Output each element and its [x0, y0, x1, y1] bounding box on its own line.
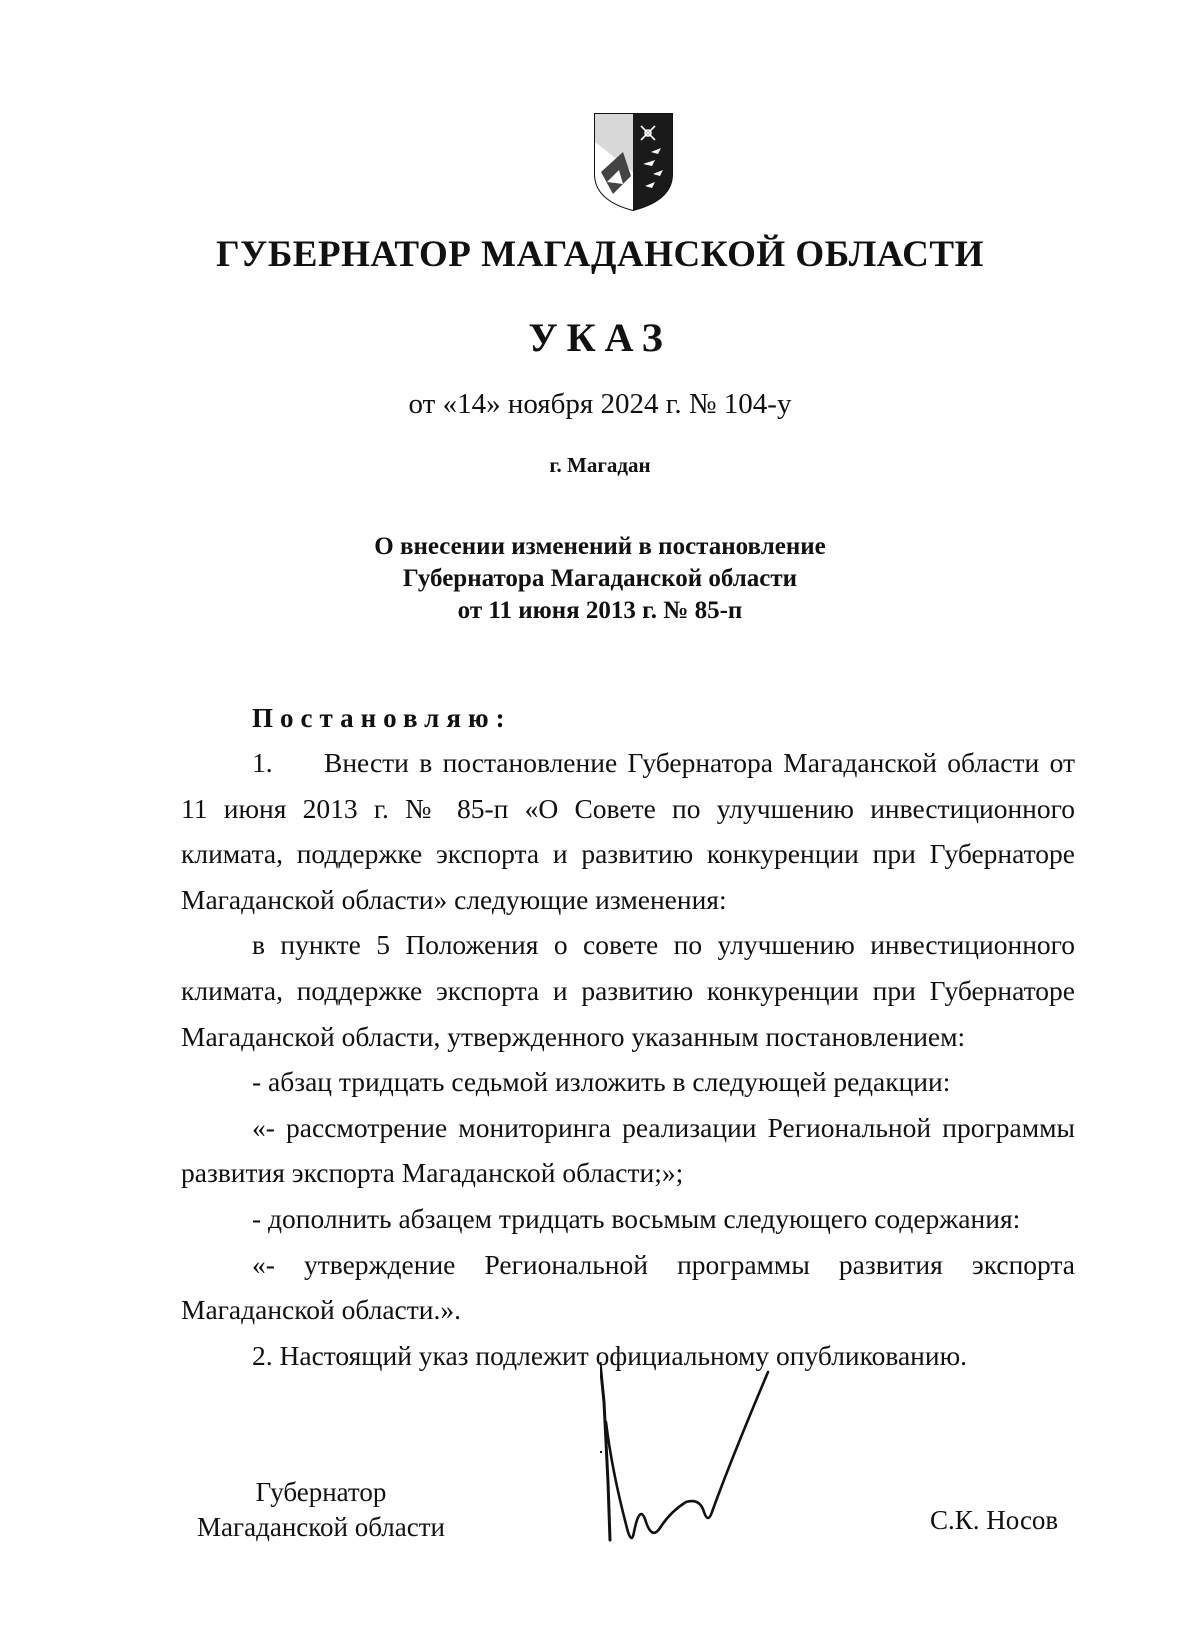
document-subject [0, 531, 1200, 627]
item-1-text: Внести в постановление Губернатора Магаданской области от 11 июня 2013 г. № 85-п «О Совете по улучшению инвестиционного климата, поддержке экспорта и развитию конкуренции при Губернаторе Магаданской области» следующие изменения: [181, 747, 1075, 915]
paragraph-add-38: - дополнить абзацем тридцать восьмым следующего содержания: [252, 1202, 1021, 1234]
paragraph-amend-37: - абзац тридцать седьмой изложить в следующей редакции: [252, 1066, 951, 1098]
document-date-number: от «14» ноября 2024 г. № 104-у [408, 388, 792, 420]
coat-of-arms-icon [593, 112, 674, 212]
paragraph-item-2: 2. Настоящий указ подлежит официальному опубликованию. [252, 1339, 968, 1371]
decree-body [181, 740, 1075, 1378]
issuing-authority: ГУБЕРНАТОР МАГАДАНСКОЙ ОБЛАСТИ [216, 234, 984, 275]
signer-position-line-2: Магаданской области [197, 1512, 445, 1542]
document-city: г. Магадан [549, 453, 651, 477]
paragraph-point-5: в пункте 5 Положения о совете по улучшению инвестиционного климата, поддержке экспорта и развитию конкуренции при Губернаторе Магаданской области, утвержденного указанным постановлением: [181, 929, 1075, 1052]
signer-position-line-1: Губернатор [255, 1477, 387, 1507]
handwritten-signature [600, 1362, 820, 1562]
document-type: УКАЗ [528, 315, 672, 360]
signer-name: С.К. Носов [930, 1505, 1059, 1535]
item-1-number: 1. [252, 747, 273, 778]
signer-position [186, 1475, 456, 1545]
item-1-paragraph [181, 740, 1075, 922]
subject-line-3: от 11 июня 2013 г. № 85-п [457, 597, 743, 624]
subject-line-1: О внесении изменений в постановление [374, 533, 826, 560]
paragraph-new-text-38: «- утверждение Региональной программы развития экспорта Магаданской области.». [181, 1248, 1075, 1326]
subject-line-2: Губернатора Магаданской области [402, 565, 798, 592]
paragraph-new-text-37: «- рассмотрение мониторинга реализации Региональной программы развития экспорта Магаданской области;»; [181, 1111, 1075, 1189]
resolve-heading: Постановляю: [252, 703, 512, 733]
